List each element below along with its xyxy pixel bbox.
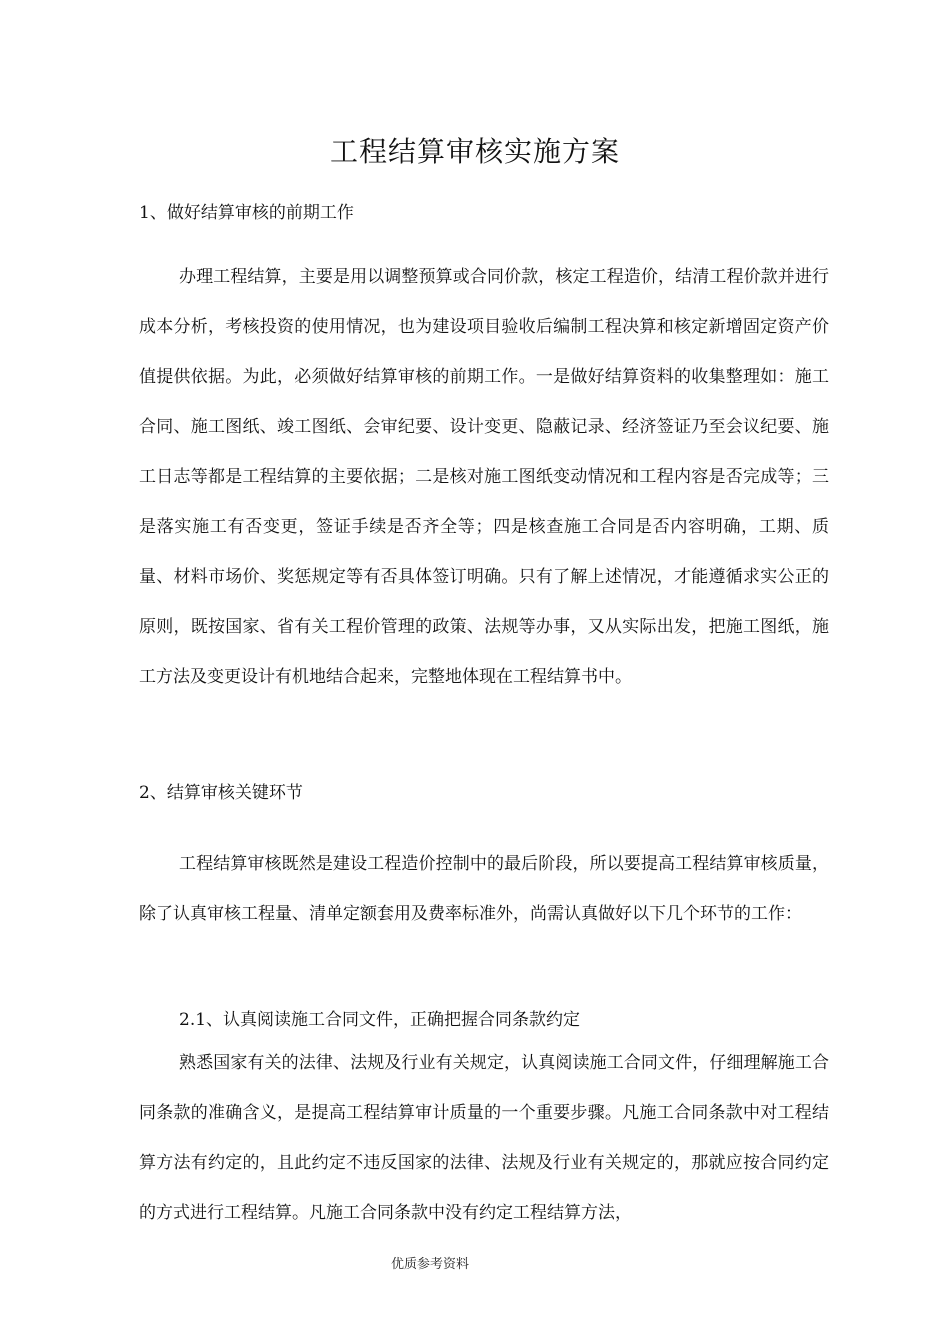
section-1-paragraph: 办理工程结算，主要是用以调整预算或合同价款，核定工程造价，结清工程价款并进行成本分析，考核投资的使用情况，也为建设项目验收后编制工程决算和核定新增固定资产价值提供依据。为此，必须做好结算审核的前期工作。一是做好结算资料的收集整理如：施工合同、施工图纸、竣工图纸、会审纪要、设计变更、隐蔽记录、经济签证乃至会议纪要、施工日志等都是工程结算的主要依据；二是核对施工图纸变动情况和工程内容是否完成等；三是落实施工有否变更，签证手续是否齐全等；四是核查施工合同是否内容明确，工期、质量、材料市场价、奖惩规定等有否具体签订明确。只有了解上述情况，才能遵循求实公正的原则，既按国家、省有关工程价管理的政策、法规等办事，又从实际出发，把施工图纸，施工方法及变更设计有机地结合起来，完整地体现在工程结算书中。 (139, 267, 829, 687)
section-2-heading: 2、结算审核关键环节 (139, 783, 303, 803)
section-2-paragraph: 工程结算审核既然是建设工程造价控制中的最后阶段，所以要提高工程结算审核质量，除了认真审核工程量、清单定额套用及费率标准外，尚需认真做好以下几个环节的工作： (139, 854, 829, 924)
section-1-heading: 1、做好结算审核的前期工作 (139, 203, 354, 223)
footer-note: 优质参考资料 (391, 1257, 470, 1272)
section-2-1-heading: 2.1、认真阅读施工合同文件，正确把握合同条款约定 (179, 1010, 581, 1030)
section-2-1-paragraph: 熟悉国家有关的法律、法规及行业有关规定，认真阅读施工合同文件，仔细理解施工合同条款的准确含义，是提高工程结算审计质量的一个重要步骤。凡施工合同条款中对工程结算方法有约定的，且此约定不违反国家的法律、法规及行业有关规定的，那就应按合同约定的方式进行工程结算。凡施工合同条款中没有约定工程结算方法， (139, 1053, 829, 1223)
document-title: 工程结算审核实施方案 (329, 135, 620, 168)
